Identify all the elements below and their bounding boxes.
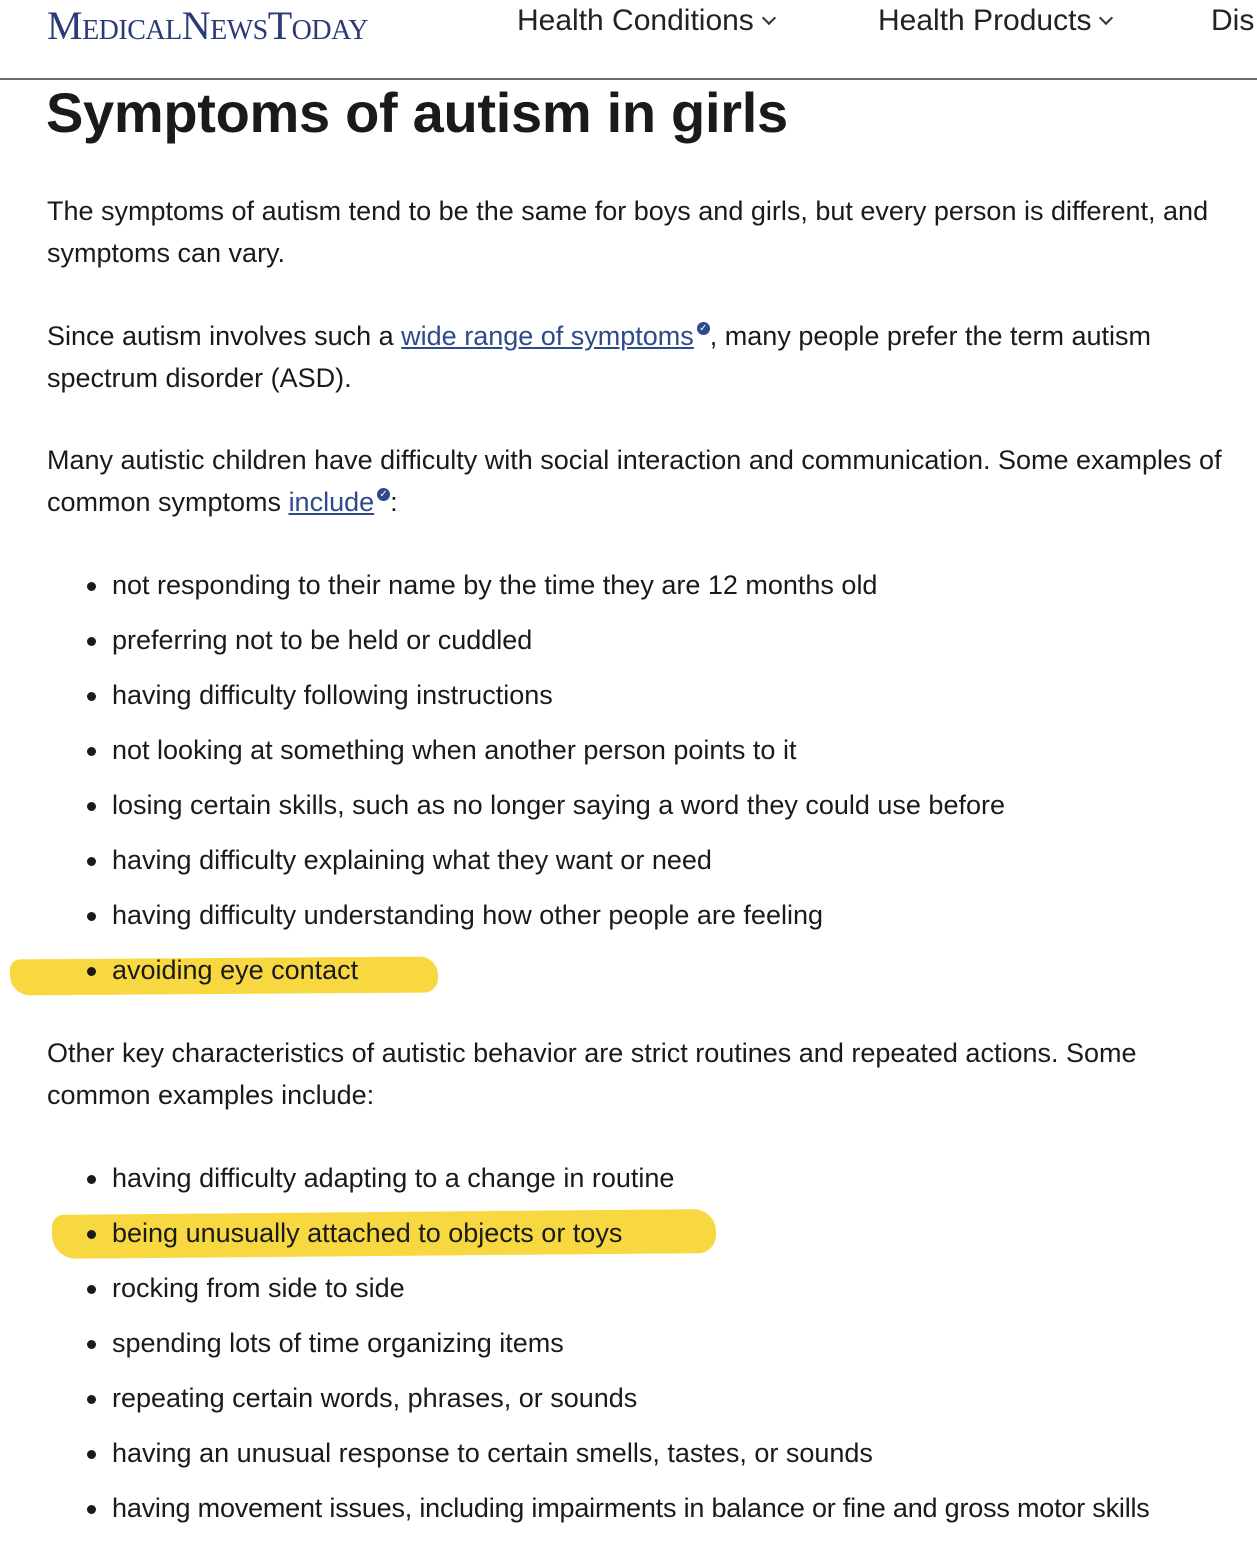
list-item: preferring not to be held or cuddled [0,619,1257,674]
list-item: not looking at something when another person points to it [0,729,1257,784]
list-item: having an unusual response to certain smells, tastes, or sounds [0,1432,1257,1487]
nav-health-conditions[interactable] [517,4,774,38]
text: Since autism involves such a [47,321,402,351]
list-item: losing certain skills, such as no longer saying a word they could use before [0,784,1257,839]
nav-label: Dis [1211,4,1255,37]
nav-label: Health Products [878,4,1092,37]
common-symptoms-paragraph [47,439,1242,523]
chevron-down-icon [762,11,776,25]
asd-paragraph [47,315,1242,399]
list-item: having movement issues, including impairments in balance or fine and gross motor skills [0,1487,1257,1542]
social-symptoms-list [0,564,1257,1004]
list-item: having difficulty adapting to a change in routine [0,1157,1257,1212]
wide-range-of-symptoms-link[interactable]: wide range of symptoms [401,321,694,351]
intro-paragraph: The symptoms of autism tend to be the same for boys and girls, but every person is different, and symptoms can vary. [47,196,1209,268]
list-item: spending lots of time organizing items [0,1322,1257,1377]
nav-label: Health Conditions [517,4,754,37]
text: , many people prefer the term autism spectrum disorder (ASD). [47,321,1151,393]
verified-check-icon: ✓ [377,488,390,501]
main-nav [0,4,1257,44]
nav-health-products[interactable] [878,4,1111,38]
list-item: being unusually attached to objects or toys [0,1212,1257,1267]
site-header [0,0,1257,80]
list-item: having difficulty understanding how other people are feeling [0,894,1257,949]
list-item: having difficulty explaining what they want or need [0,839,1257,894]
text: : [390,487,398,517]
include-link[interactable]: include [288,487,375,517]
nav-discover[interactable] [1211,4,1254,38]
list-item: having difficulty following instructions [0,674,1257,729]
list-item: avoiding eye contact [0,949,1257,1004]
article-title: Symptoms of autism in girls [46,81,788,144]
chevron-down-icon [1099,11,1113,25]
list-item: repeating certain words, phrases, or sounds [0,1377,1257,1432]
site-logo[interactable]: MedicalNewsToday [47,3,368,48]
verified-check-icon: ✓ [697,322,710,335]
routine-symptoms-list [0,1157,1257,1542]
list-item: not responding to their name by the time they are 12 months old [0,564,1257,619]
list-item: rocking from side to side [0,1267,1257,1322]
routines-paragraph: Other key characteristics of autistic behavior are strict routines and repeated actions. Some common examples include: [47,1038,1137,1110]
text: Many autistic children have difficulty with social interaction and communication. Some examples of common symptoms [47,445,1222,517]
